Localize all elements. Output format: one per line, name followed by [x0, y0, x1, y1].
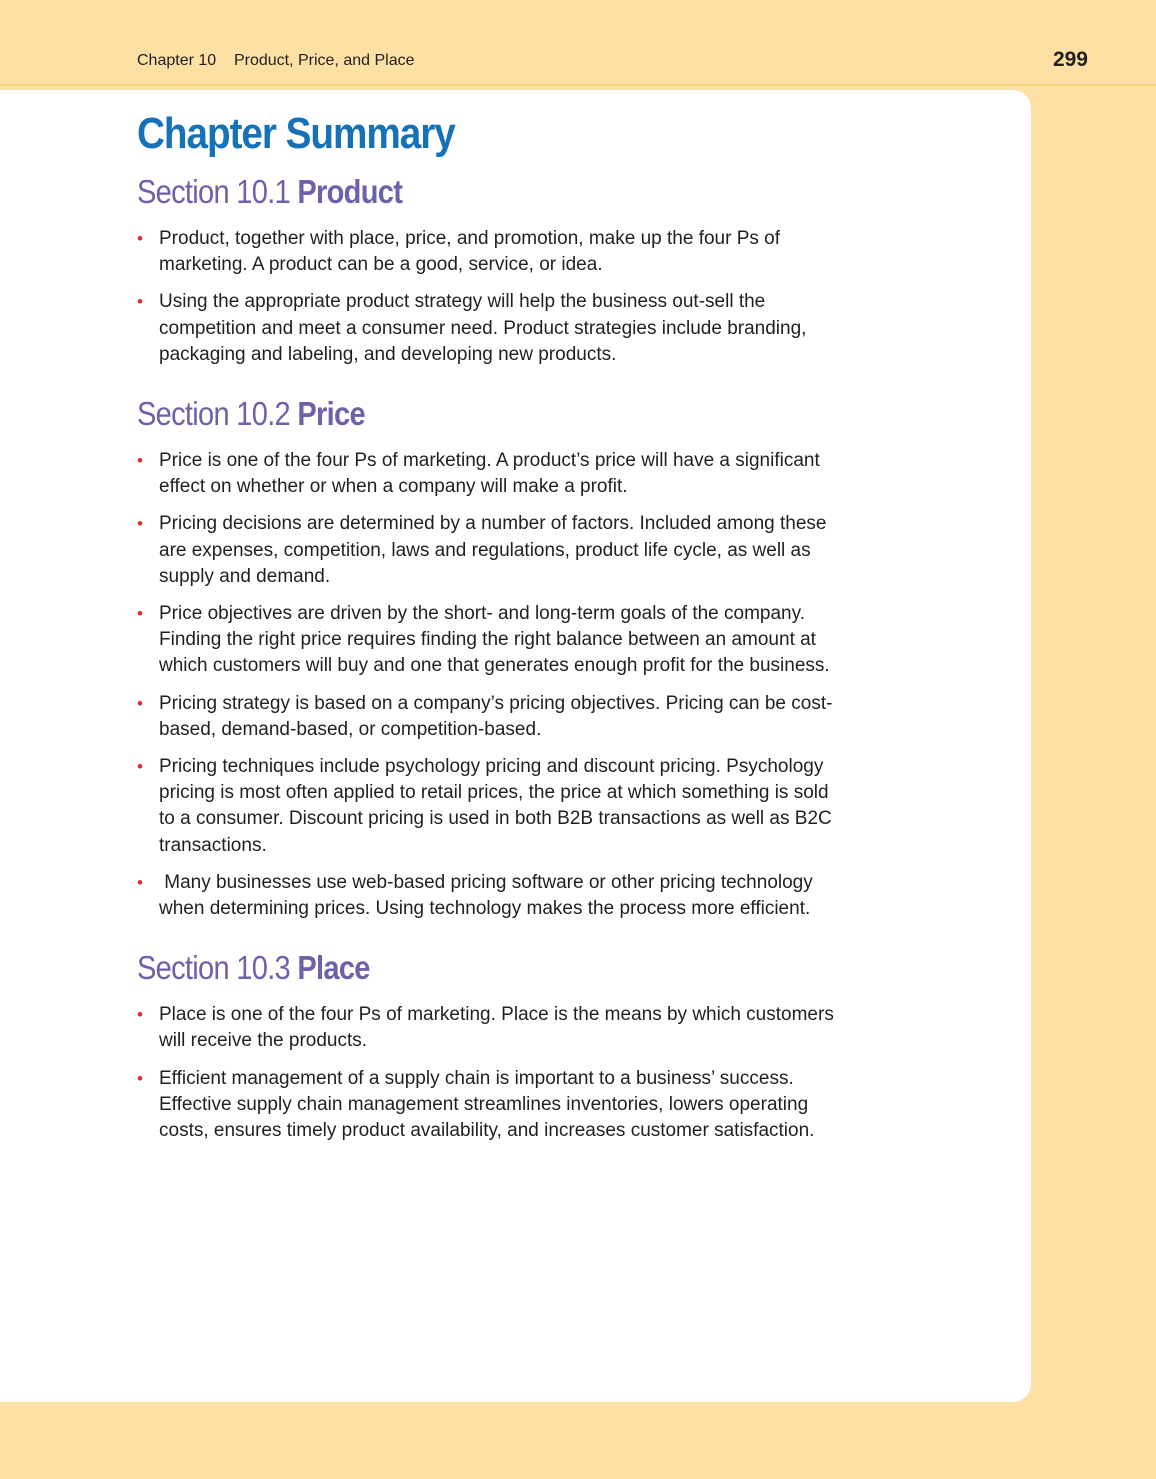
bullet-list-product [137, 226, 847, 368]
bullet-icon: • [137, 693, 143, 713]
section-number: Section 10.2 [137, 395, 291, 433]
section-heading-place [137, 948, 762, 988]
bullet-icon: • [137, 1005, 143, 1025]
list-item [137, 601, 847, 680]
bullet-list-place [137, 1002, 847, 1144]
list-item [137, 1066, 847, 1145]
bullet-text: Price objectives are driven by the short- and long-term goals of the company. Finding the right price requires finding the right balance between an amount at which customers will buy and one that generates enough profit for the business. [159, 603, 830, 677]
bullet-icon: • [137, 451, 143, 471]
bullet-icon: • [137, 1068, 143, 1088]
bullet-icon: • [137, 604, 143, 624]
bullet-icon: • [137, 514, 143, 534]
bullet-icon: • [137, 757, 143, 777]
list-item [137, 226, 847, 278]
bullet-text: Pricing techniques include psychology pricing and discount pricing. Psychology pricing is most often applied to retail prices, the price at which something is sold to a consumer. Discount pricing is used in both B2B transactions as well as B2C transactions. [159, 756, 832, 856]
bullet-text: Price is one of the four Ps of marketing. A product’s price will have a significant effect on whether or when a company will make a profit. [159, 450, 820, 498]
section-name: Place [297, 949, 370, 987]
summary-content [137, 108, 847, 1155]
page-number: 299 [1052, 48, 1088, 71]
list-item [137, 289, 847, 368]
chapter-title: Chapter Summary [137, 109, 455, 158]
bullet-text: Pricing strategy is based on a company’s pricing objectives. Pricing can be cost-based, demand-based, or competition-based. [159, 692, 833, 740]
section-heading-price [137, 394, 762, 434]
list-item [137, 511, 847, 590]
bullet-text: Pricing decisions are determined by a number of factors. Included among these are expenses, competition, laws and regulations, product life cycle, as well as supply and demand. [159, 513, 827, 587]
list-item [137, 754, 847, 859]
section-name: Price [297, 395, 365, 433]
bullet-icon: • [137, 229, 143, 248]
section-name: Product [297, 173, 403, 210]
list-item [137, 691, 847, 743]
bullet-icon: • [137, 292, 143, 312]
section-number: Section 10.3 [137, 949, 291, 987]
list-item [137, 1002, 847, 1054]
header-rule [0, 84, 1156, 86]
section-number: Section 10.1 [137, 173, 291, 210]
bullet-text: Many businesses use web-based pricing software or other pricing technology when determining prices. Using technology makes the process more efficient. [159, 871, 819, 920]
bullet-text: Product, together with place, price, and promotion, make up the four Ps of marketing. A product can be a good, service, or idea. [159, 228, 781, 276]
bullet-text: Using the appropriate product strategy will help the business out-sell the competition and meet a consumer need. Product strategies include branding, packaging and labeling, and developing new products. [159, 291, 807, 365]
bullet-list-price [137, 448, 847, 922]
bullet-icon: • [137, 872, 143, 892]
bullet-text: Efficient management of a supply chain is important to a business’ success. Effective supply chain management streamlines inventories, lowers operating costs, ensures timely product availability, and increases customer satisfaction. [159, 1067, 815, 1142]
bullet-text: Place is one of the four Ps of marketing. Place is the means by which customers will receive the products. [159, 1004, 834, 1052]
list-item [137, 870, 847, 922]
list-item [137, 448, 847, 500]
running-head: Chapter 10 Product, Price, and Place [137, 52, 415, 69]
section-heading-product [137, 172, 762, 212]
